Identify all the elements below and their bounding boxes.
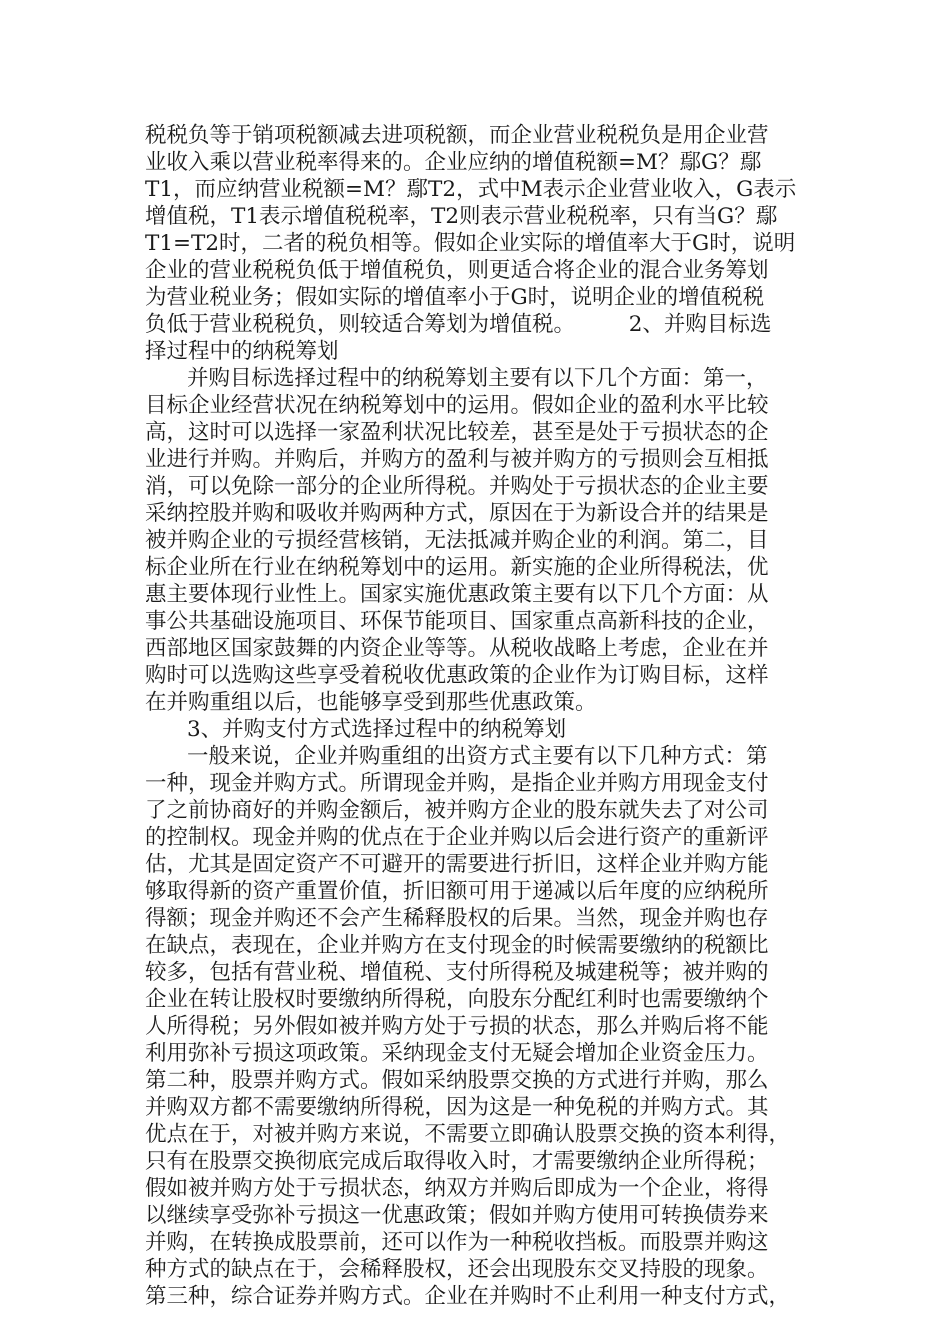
text-line: 在缺点，表现在，企业并购方在支付现金的时候需要缴纳的税额比 xyxy=(145,933,769,958)
text-line: 第二种，股票并购方式。假如采纳股票交换的方式进行并购，那么 xyxy=(145,1068,769,1093)
text-line: 了之前协商好的并购金额后，被并购方企业的股东就失去了对公司 xyxy=(145,798,769,823)
text-line: 优点在于，对被并购方来说，不需要立即确认股票交换的资本利得， xyxy=(145,1122,791,1147)
paragraph-start-line: 一般来说，企业并购重组的出资方式主要有以下几种方式：第 xyxy=(187,744,768,769)
text-line: 并购，在转换成股票前，还可以作为一种税收挡板。而股票并购这 xyxy=(145,1230,769,1255)
text-line: 高，这时可以选择一家盈利状况比较差，甚至是处于亏损状态的企 xyxy=(145,420,769,445)
text-line: 得额；现金并购还不会产生稀释股权的后果。当然，现金并购也存 xyxy=(145,906,769,931)
text-line: 购时可以选购这些享受着税收优惠政策的企业作为订购目标，这样 xyxy=(145,663,769,688)
text-line: 种方式的缺点在于，会稀释股权，还会出现股东交叉持股的现象。 xyxy=(145,1257,769,1282)
text-line: 一种，现金并购方式。所谓现金并购，是指企业并购方用现金支付 xyxy=(145,771,769,796)
text-line: 目标企业经营状况在纳税筹划中的运用。假如企业的盈利水平比较 xyxy=(145,393,769,418)
text-line: 假如被并购方处于亏损状态，纳双方并购后即成为一个企业，将得 xyxy=(145,1176,769,1201)
section-heading: 3、并购支付方式选择过程中的纳税筹划 xyxy=(187,717,567,742)
text-line: 业进行并购。并购后，并购方的盈利与被并购方的亏损则会互相抵 xyxy=(145,447,769,472)
text-line: 企业的营业税税负低于增值税负，则更适合将企业的混合业务筹划 xyxy=(145,258,769,283)
text-line: 负低于营业税税负，则较适合筹划为增值税。 2、并购目标选 xyxy=(145,312,772,337)
text-line: 并购双方都不需要缴纳所得税，因为这是一种免税的并购方式。其 xyxy=(145,1095,769,1120)
text-line: 以继续享受弥补亏损这一优惠政策；假如并购方使用可转换债券来 xyxy=(145,1203,769,1228)
text-line: 够取得新的资产重置价值，折旧额可用于递减以后年度的应纳税所 xyxy=(145,879,769,904)
text-line: 为营业税业务；假如实际的增值率小于G时，说明企业的增值税税 xyxy=(145,285,765,310)
body-text xyxy=(145,122,810,1310)
text-line: 估，尤其是固定资产不可避开的需要进行折旧，这样企业并购方能 xyxy=(145,852,769,877)
text-line: 较多，包括有营业税、增值税、支付所得税及城建税等；被并购的 xyxy=(145,960,769,985)
text-line: 被并购企业的亏损经营核销，无法抵减并购企业的利润。第二，目 xyxy=(145,528,769,553)
text-line: 事公共基础设施项目、环保节能项目、国家重点高新科技的企业， xyxy=(145,609,769,634)
text-line: 标企业所在行业在纳税筹划中的运用。新实施的企业所得税法，优 xyxy=(145,555,769,580)
text-line: 惠主要体现行业性上。国家实施优惠政策主要有以下几个方面：从 xyxy=(145,582,769,607)
text-line: 增值税，T1表示增值税税率，T2则表示营业税税率，只有当G？鄢 xyxy=(145,204,778,229)
text-line: 的控制权。现金并购的优点在于企业并购以后会进行资产的重新评 xyxy=(145,825,769,850)
text-line: 消，可以免除一部分的企业所得税。并购处于亏损状态的企业主要 xyxy=(145,474,769,499)
text-line: 人所得税；另外假如被并购方处于亏损的状态，那么并购后将不能 xyxy=(145,1014,769,1039)
text-line: 业收入乘以营业税率得来的。企业应纳的增值税额=M？鄢G？鄢 xyxy=(145,150,762,175)
text-line: 利用弥补亏损这项政策。采纳现金支付无疑会增加企业资金压力。 xyxy=(145,1041,769,1066)
text-line: 第三种，综合证券并购方式。企业在并购时不止利用一种支付方式， xyxy=(145,1284,791,1309)
text-line: 择过程中的纳税筹划 xyxy=(145,339,339,364)
text-line: 税税负等于销项税额减去进项税额，而企业营业税税负是用企业营 xyxy=(145,123,769,148)
text-line: T1，而应纳营业税额=M？鄢T2，式中M表示企业营业收入，G表示 xyxy=(145,177,797,202)
text-line: T1=T2时，二者的税负相等。假如企业实际的增值率大于G时，说明 xyxy=(145,231,796,256)
text-line: 西部地区国家鼓舞的内资企业等等。从税收战略上考虑，企业在并 xyxy=(145,636,769,661)
text-line: 只有在股票交换彻底完成后取得收入时，才需要缴纳企业所得税； xyxy=(145,1149,769,1174)
text-line: 企业在转让股权时要缴纳所得税，向股东分配红利时也需要缴纳个 xyxy=(145,987,769,1012)
text-line: 采纳控股并购和吸收并购两种方式，原因在于为新设合并的结果是 xyxy=(145,501,769,526)
text-line: 在并购重组以后，也能够享受到那些优惠政策。 xyxy=(145,690,597,715)
paragraph-start-line: 并购目标选择过程中的纳税筹划主要有以下几个方面：第一， xyxy=(187,366,768,391)
